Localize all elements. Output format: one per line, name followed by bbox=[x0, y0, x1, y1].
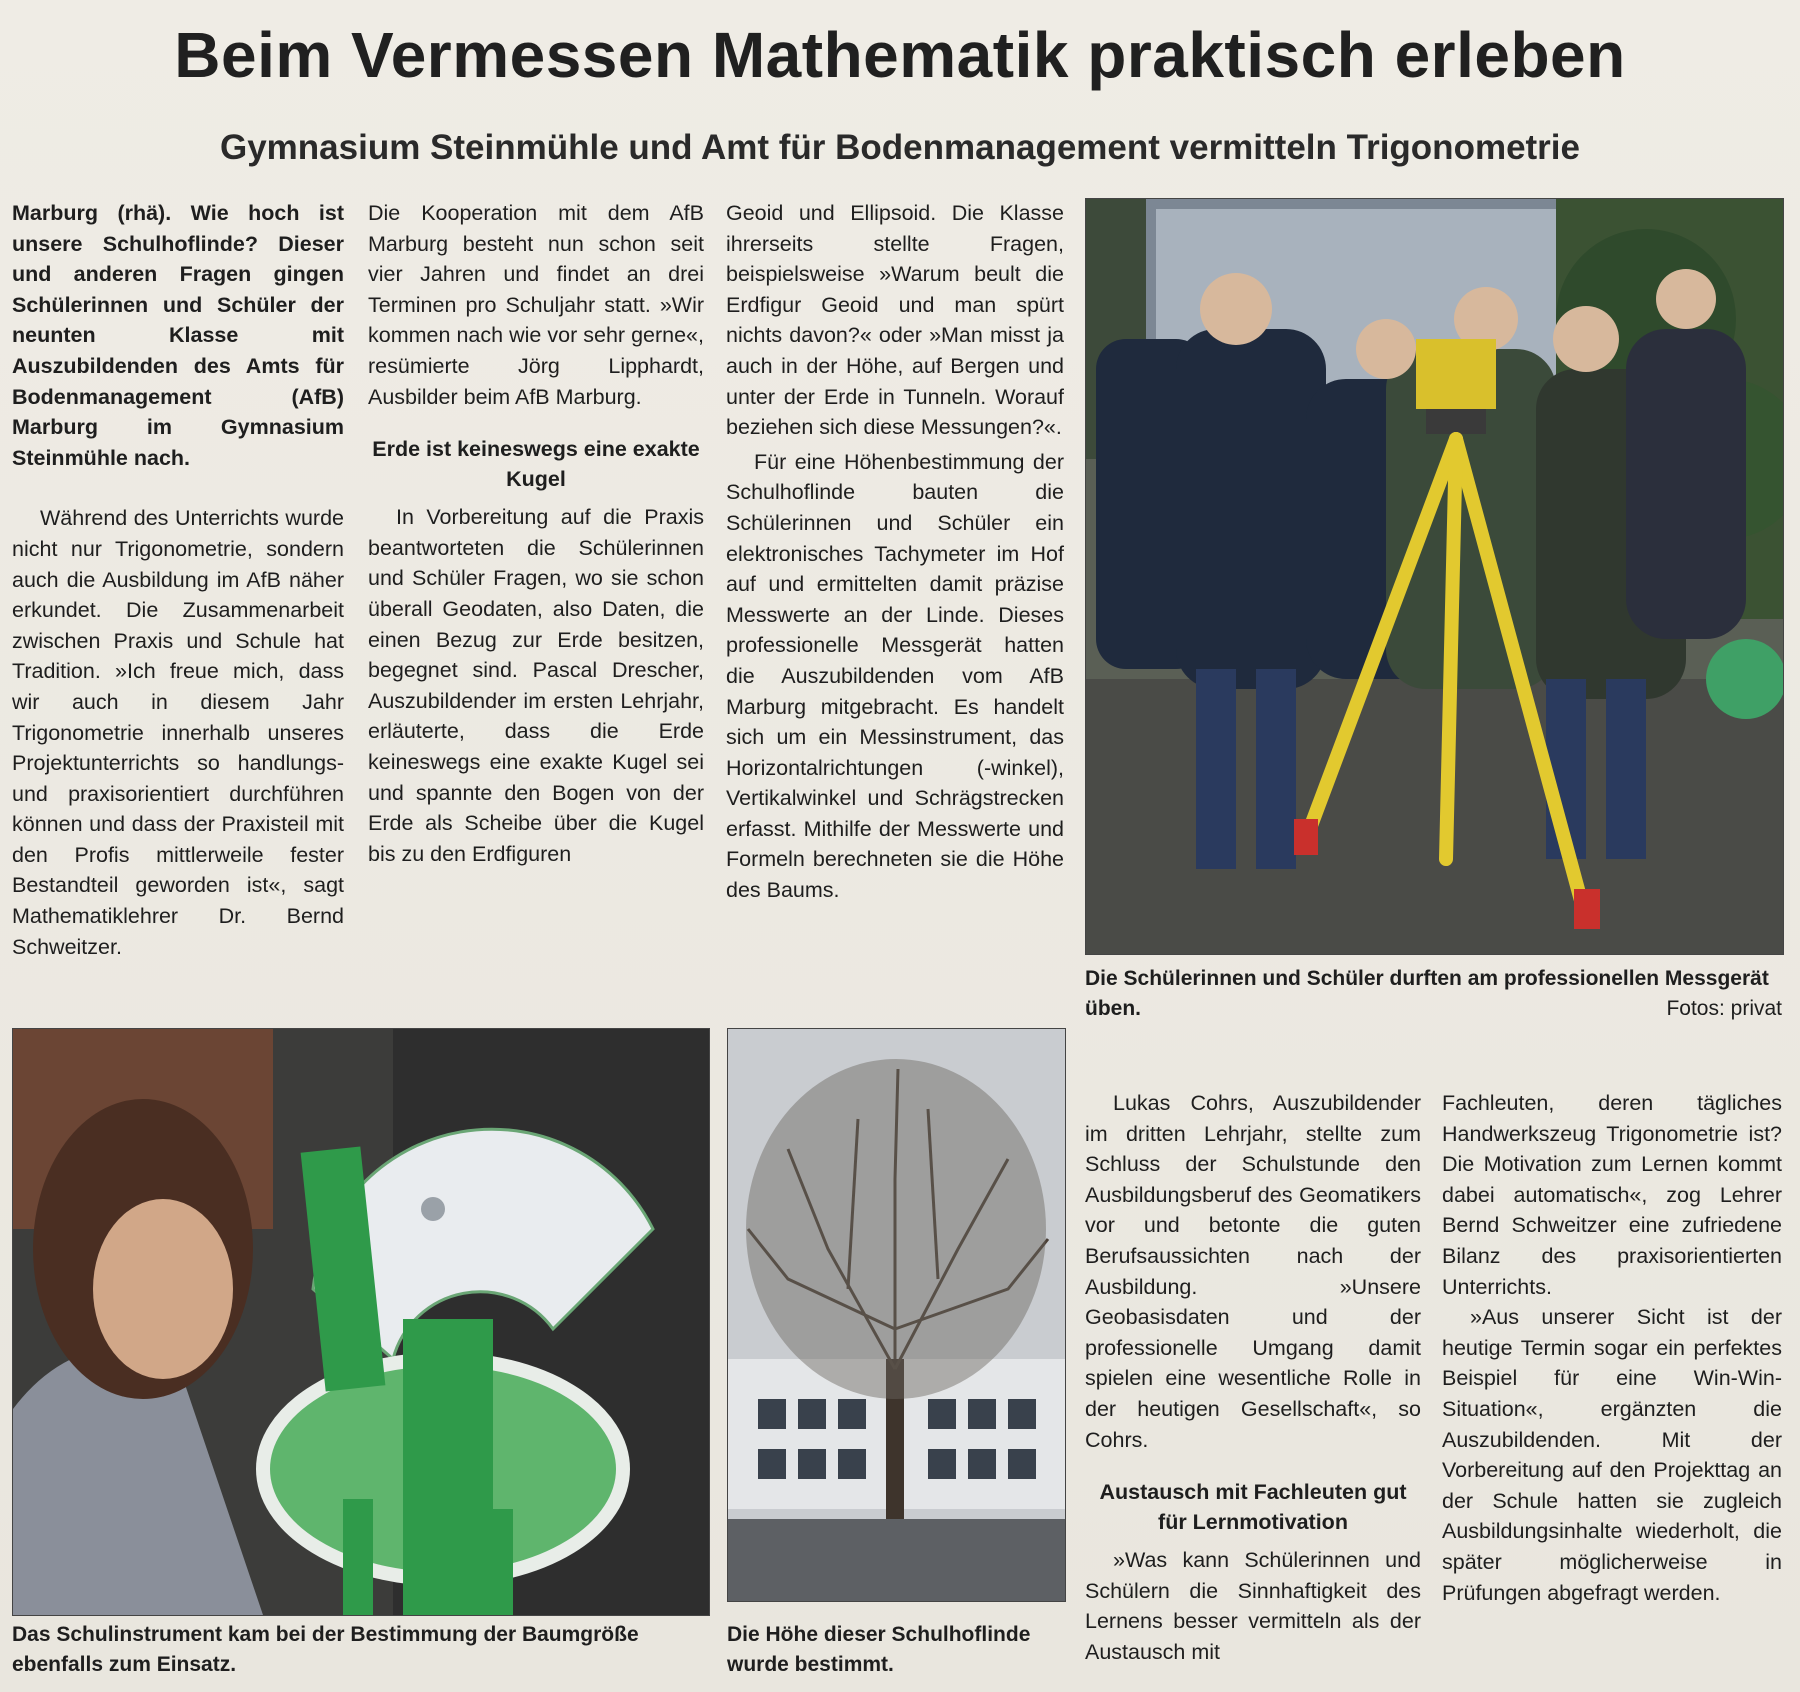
article-column-2 bbox=[368, 198, 704, 869]
article-column-5 bbox=[1442, 1088, 1782, 1608]
article-paragraph: Geoid und Ellipsoid. Die Klasse ihrerseits stellte Fragen, beispielsweise »Warum beult die Erdfigur Geoid und man spürt nichts davon?« oder »Man misst ja auch in der Höhe, auf Bergen und unter der Erde in Tunneln. Worauf beziehen sich diese Messungen?«. bbox=[726, 201, 1064, 440]
article-paragraph: Während des Unterrichts wurde nicht nur Trigonometrie, sondern auch die Ausbildung im AfB näher erkundet. Die Zusammenarbeit zwischen Praxis und Schule hat Tradition. »Ich freue mich, dass wir auch in diesem Jahr Trigonometrie innerhalb unseres Projektunterrichts so handlungs- und praxisorientiert durchführen können und dass der Praxisteil mit den Profis mittlerweile fester Bestandteil geworden ist«, sagt Mathematiklehrer Dr. Bernd Schweitzer. bbox=[12, 506, 344, 959]
subheadline: Gymnasium Steinmühle und Amt für Bodenmanagement vermitteln Trigonometrie bbox=[219, 128, 1580, 167]
photo-linden-tree-image bbox=[728, 1029, 1065, 1601]
article-column-1 bbox=[12, 198, 344, 962]
photo-instrument-caption: Das Schulinstrument kam bei der Bestimmung der Baumgröße ebenfalls zum Einsatz. bbox=[12, 1623, 639, 1676]
photo-school-instrument bbox=[12, 1028, 710, 1616]
photo-students-tachymeter bbox=[1085, 198, 1784, 955]
article-column-4 bbox=[1085, 1088, 1421, 1668]
section-subheading: Austausch mit Fachleuten gut für Lernmotivation bbox=[1099, 1480, 1407, 1535]
photo-linden-tree bbox=[727, 1028, 1066, 1602]
article-paragraph: Lukas Cohrs, Auszubildender im dritten Lehrjahr, stellte zum Schluss der Schulstunde den Ausbildungsberuf des Geomatikers vor und betonte die guten Berufsaussichten nach der Ausbildung. »Unsere Geobasisdaten und der professionelle Umgang damit spielen eine wesentliche Rolle in der heutigen Gesellschaft«, so Cohrs. bbox=[1085, 1091, 1421, 1452]
article-paragraph: »Was kann Schülerinnen und Schülern die Sinnhaftigkeit des Lernens besser vermitteln als der Austausch mit bbox=[1085, 1548, 1421, 1664]
section-subheading: Erde ist keineswegs eine exakte Kugel bbox=[372, 437, 700, 492]
article-column-3 bbox=[726, 198, 1064, 906]
article-paragraph: Für eine Höhenbestimmung der Schulhoflinde bauten die Schülerinnen und Schüler ein elektronisches Tachymeter im Hof auf und ermittelten damit präzise Messwerte an der Linde. Dieses professionelle Messgerät hatten die Auszubildenden vom AfB Marburg mitgebracht. Es handelt sich um ein Messinstrument, das Horizontalrichtungen (-winkel), Vertikalwinkel und Schrägstrecken erfasst. Mithilfe der Messwerte und Formeln berechneten sie die Höhe des Baums. bbox=[726, 449, 1064, 903]
photo-school-instrument-image bbox=[13, 1029, 709, 1615]
photo-students-tachymeter-image bbox=[1086, 199, 1783, 954]
photo-tree-caption: Die Höhe dieser Schulhoflinde wurde bestimmt. bbox=[727, 1623, 1031, 1676]
photo-credit: Fotos: privat bbox=[1666, 997, 1782, 1020]
article-paragraph: »Aus unserer Sicht ist der heutige Termin sogar ein perfektes Beispiel für eine Win-Win-Situation«, ergänzten die Auszubildenden. Mit der Vorbereitung auf den Projekttag an der Schule hatten sie zugleich Ausbildungsinhalte wiederholt, die später möglicherweise in Prüfungen abgefragt werden. bbox=[1442, 1305, 1782, 1605]
headline: Beim Vermessen Mathematik praktisch erleben bbox=[174, 19, 1626, 91]
article-lead: Marburg (rhä). Wie hoch ist unsere Schulhoflinde? Dieser und anderen Fragen gingen Schülerinnen und Schüler der neunten Klasse mit Auszubildenden des Amts für Bodenmanagement (AfB) Marburg im Gymnasium Steinmühle nach. bbox=[12, 201, 344, 470]
article-paragraph: Fachleuten, deren tägliches Handwerkszeug Trigonometrie ist? Die Motivation zum Lernen kommt dabei automatisch«, zog Lehrer Bernd Schweitzer eine zufriedene Bilanz des praxisorientierten Unterrichts. bbox=[1442, 1091, 1782, 1299]
article-paragraph: Die Kooperation mit dem AfB Marburg besteht nun schon seit vier Jahren und findet an drei Terminen pro Schuljahr statt. »Wir kommen nach wie vor sehr gerne«, resümierte Jörg Lipphardt, Ausbilder beim AfB Marburg. bbox=[368, 201, 704, 409]
photo-main-caption bbox=[1085, 964, 1782, 1024]
caption-text: Die Schülerinnen und Schüler durften am professionellen Messgerät üben. bbox=[1085, 967, 1769, 1020]
article-paragraph: In Vorbereitung auf die Praxis beantworteten die Schülerinnen und Schüler Fragen, wo sie schon überall Geodaten, also Daten, die einen Bezug zur Erde besitzen, begegnet sind. Pascal Drescher, Auszubildender im ersten Lehrjahr, erläuterte, dass die Erde keineswegs eine exakte Kugel sei und spannte den Bogen von der Erde als Scheibe über die Kugel bis zu den Erdfiguren bbox=[368, 505, 704, 866]
